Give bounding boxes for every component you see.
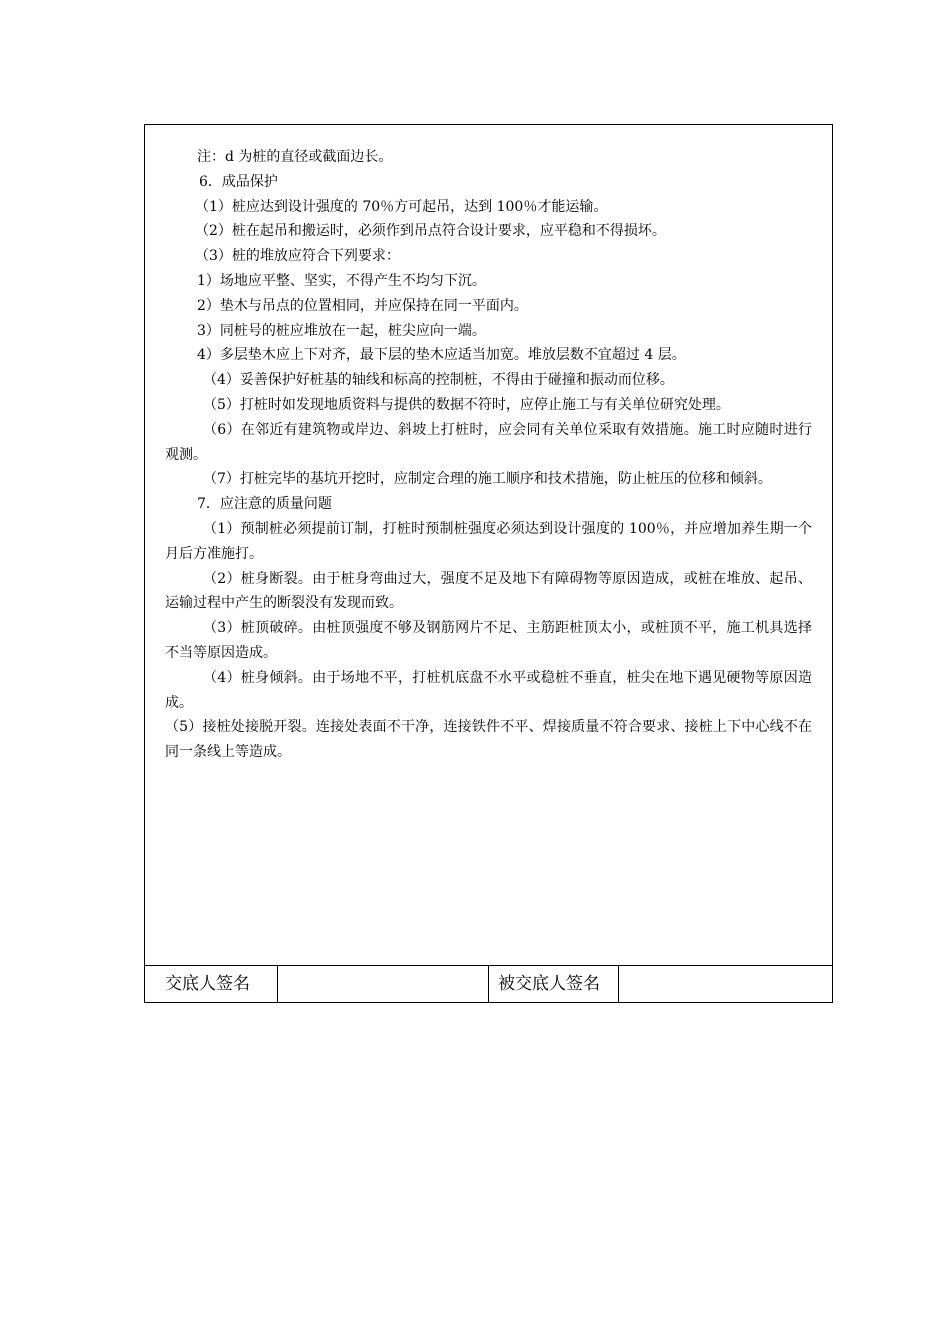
section-7-item-1: （1）预制桩必须提前订制，打桩时预制桩强度必须达到设计强度的 100％，并应增加养生期一个月后方准施打。	[165, 520, 812, 562]
disclosure-table	[144, 124, 833, 1003]
section-6-item-6: （6）在邻近有建筑物或岸边、斜坡上打桩时，应会同有关单位采取有效措施。施工时应随时进行观测。	[165, 421, 812, 463]
section-7-item-3: （3）桩顶破碎。由桩顶强度不够及钢筋网片不足、主筋距桩顶太小，或桩顶不平，施工机具选择不当等原因造成。	[165, 620, 812, 661]
content-cell	[145, 125, 832, 965]
discloser-signature-field[interactable]	[278, 966, 489, 1003]
section-6-item-7: （7）打桩完毕的基坑开挖时，应制定合理的施工顺序和技术措施，防止桩压的位移和倾斜。	[203, 471, 772, 488]
note-line: 注：d 为桩的直径或截面边长。	[197, 149, 393, 165]
section-6-sub-3: 3）同桩号的桩应堆放在一起，桩尖应向一端。	[197, 322, 486, 339]
section-6-item-5: （5）打桩时如发现地质资料与提供的数据不符时，应停止施工与有关单位研究处理。	[203, 396, 730, 413]
section-7-item-4: （4）桩身倾斜。由于场地不平，打桩机底盘不水平或稳桩不垂直，桩尖在地下遇见硬物等原因造成。	[165, 669, 812, 711]
section-6-sub-4: 4）多层垫木应上下对齐，最下层的垫木应适当加宽。堆放层数不宜超过 4 层。	[197, 347, 686, 364]
section-6-sub-2: 2）垫木与吊点的位置相同，并应保持在同一平面内。	[197, 297, 528, 314]
section-6-item-4: （4）妥善保护好桩基的轴线和标高的控制桩，不得由于碰撞和振动而位移。	[203, 372, 674, 389]
section-6-item-2: （2）桩在起吊和搬运时，必须作到吊点符合设计要求，应平稳和不得损坏。	[195, 223, 666, 240]
signature-row	[145, 965, 832, 1003]
recipient-signature-field[interactable]	[619, 966, 832, 1003]
section-7-item-5: （5）接桩处接脱开裂。连接处表面不干净，连接铁件不平、焊接质量不符合要求、接桩上下中心线不在同一条线上等造成。	[165, 719, 812, 761]
section-6-item-3: （3）桩的堆放应符合下列要求：	[195, 248, 400, 265]
discloser-signature-label: 交底人签名	[145, 966, 278, 1003]
section-6-item-1: （1）桩应达到设计强度的 70％方可起吊，达到 100％才能运输。	[195, 198, 608, 215]
recipient-signature-label: 被交底人签名	[489, 966, 619, 1003]
section-6-title: 6．成品保护	[199, 173, 278, 190]
section-6-sub-1: 1）场地应平整、坚实，不得产生不均匀下沉。	[197, 272, 486, 289]
section-7-item-2: （2）桩身断裂。由于桩身弯曲过大，强度不足及地下有障碍物等原因造成，或桩在堆放、起吊、运输过程中产生的断裂没有发现而致。	[165, 570, 812, 612]
section-7-title: 7．应注意的质量问题	[197, 496, 332, 513]
